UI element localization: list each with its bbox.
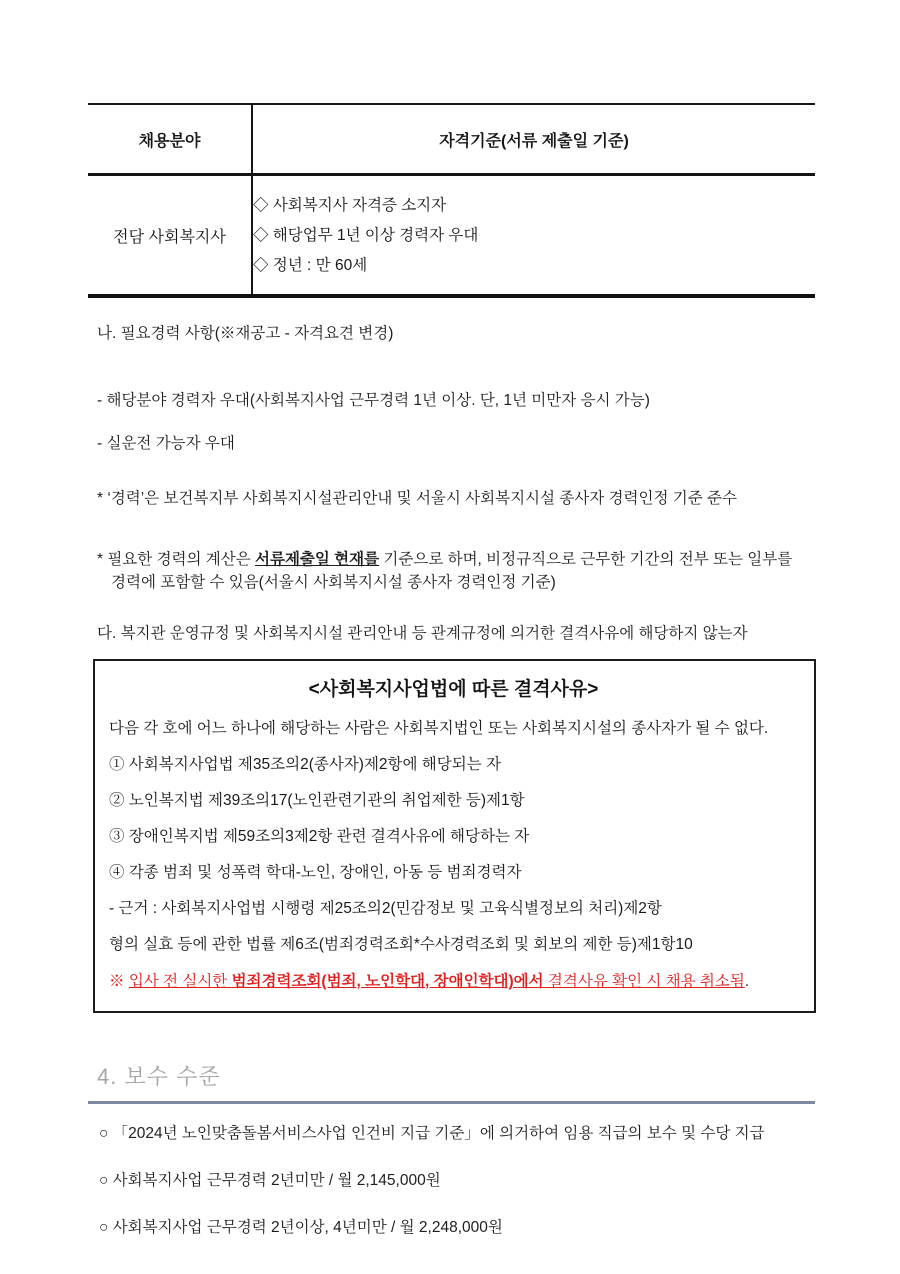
qualification-item: ◇ 사회복지사 자격증 소지자 [253,196,447,214]
warning-text: 입사 전 실시한 [128,973,232,990]
disqualification-item: ① 사회복지사업법 제35조의2(종사자)제2항에 해당되는 자 [109,756,501,773]
qualification-table [88,103,815,298]
header-cell-recruit-field: 채용분야 [88,104,252,175]
disqualification-item: - 근거 : 사회복지사업법 시행령 제25조의2(민감정보 및 고육식별정보의 처리)제2항 [109,900,662,917]
note-text-pre: * 필요한 경력의 계산은 [97,551,256,568]
disqualification-item: ② 노인복지법 제39조의17(노인관련기관의 취업제한 등)제1항 [109,792,525,809]
document-content [88,0,815,1239]
qualification-item: ◇ 정년 : 만 60세 [253,256,368,274]
disqualification-box-title: <사회복지사업법에 따른 결격사유> [308,679,599,700]
disqualification-box [93,659,816,1013]
section-da-title: 다. 복지관 운영규정 및 사회복지시설 관리안내 등 관계규정에 의거한 결격사유에 해당하지 않는자 [97,625,748,642]
section-na-item: - 실운전 가능자 우대 [97,435,235,452]
table-header-row [88,104,815,175]
pay-section-heading: 4. 보수 수준 [97,1064,221,1089]
disqualification-intro: 다음 각 호에 어느 하나에 해당하는 사람은 사회복지법인 또는 사회복지시설의 종사자가 될 수 없다. [109,720,769,737]
header-cell-qualification: 자격기준(서류 제출일 기준) [439,132,629,150]
note-text-emphasis: 서류제출일 현재를 [255,551,380,568]
pay-item: ○ 사회복지사업 근무경력 2년이상, 4년미만 / 월 2,248,000원 [99,1219,503,1236]
warning-text: 결격사유 확인 시 채용 취소됨 [543,973,745,990]
section-na-item: - 해당분야 경력자 우대(사회복지사업 근무경력 1년 이상. 단, 1년 미만자 응시 가능) [97,392,650,409]
warning-text-bold: 범죄경력조회(범죄, 노인학대, 장애인학대)에서 [231,973,544,990]
cell-qualification [252,175,815,297]
pay-item: ○ 사회복지사업 근무경력 2년미만 / 월 2,145,000원 [99,1172,441,1189]
note-text-post: 기준으로 하며, 비정규직으로 근무한 기간의 전부 또는 일부를 경력에 포함할 수 있음(서울시 사회복지시설 종사자 경력인정 기준) [111,551,793,591]
warning-period: . [744,973,750,990]
disqualification-warning [109,970,800,993]
qualification-item: ◇ 해당업무 1년 이상 경력자 우대 [253,226,479,244]
table-row [88,175,815,297]
disqualification-item: ③ 장애인복지법 제59조의3제2항 관련 결격사유에 해당하는 자 [109,828,530,845]
disqualification-item: ④ 각종 범죄 및 성폭력 학대-노인, 장애인, 아동 등 범죄경력자 [109,864,522,881]
section-na-note: * ‘경력’은 보건복지부 사회복지시설관리안내 및 서울시 사회복지시설 종사자 경력인정 기준 준수 [97,490,737,507]
disqualification-item: 형의 실효 등에 관한 법률 제6조(범죄경력조회*수사경력조회 및 회보의 제한 등)제1항10 [109,936,693,953]
section-divider-rule [88,1101,815,1104]
cell-recruit-field: 전담 사회복지사 [88,175,252,297]
section-na-title: 나. 필요경력 사항(※재공고 - 자격요견 변경) [97,325,394,342]
section-na-note [97,548,815,594]
warning-marker: ※ [109,973,129,990]
pay-item: ○ 「2024년 노인맞춤돌봄서비스사업 인건비 지급 기준」에 의거하여 임용 직급의 보수 및 수당 지급 [99,1125,765,1142]
